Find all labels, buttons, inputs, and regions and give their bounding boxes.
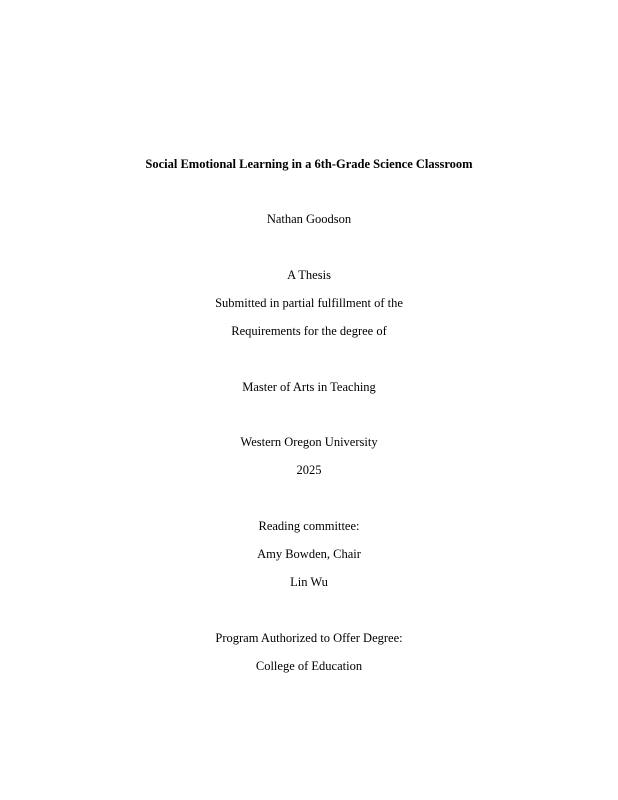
college-name: College of Education	[255, 659, 363, 673]
institution-name: Western Oregon University	[240, 435, 378, 449]
thesis-title: Social Emotional Learning in a 6th-Grade Science Classroom	[145, 157, 473, 171]
fulfillment-statement: Submitted in partial fulfillment of the	[215, 296, 403, 310]
program-heading: Program Authorized to Offer Degree:	[215, 631, 403, 645]
degree-name: Master of Arts in Teaching	[242, 380, 376, 394]
requirements-statement: Requirements for the degree of	[231, 324, 387, 338]
author-name: Nathan Goodson	[266, 212, 352, 226]
committee-member: Lin Wu	[290, 575, 328, 589]
thesis-type: A Thesis	[287, 268, 331, 282]
committee-member-chair: Amy Bowden, Chair	[257, 547, 361, 561]
committee-heading: Reading committee:	[258, 519, 360, 533]
thesis-year: 2025	[296, 463, 322, 477]
